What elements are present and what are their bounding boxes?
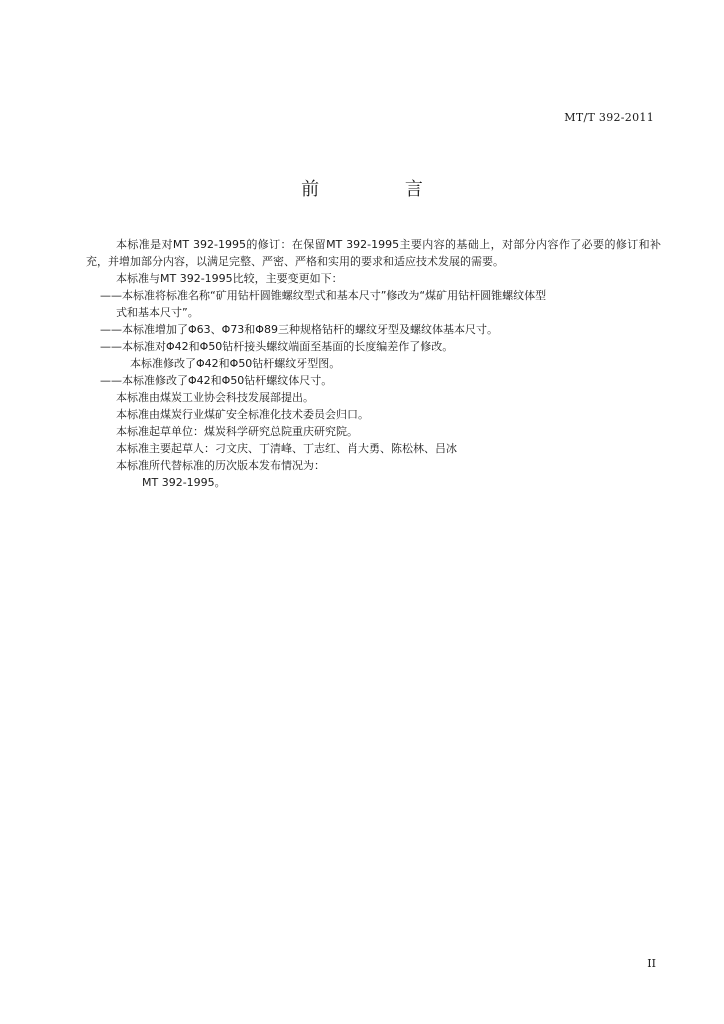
change-item-thread-dimensions: ——本标准修改了Φ42和Φ50钻杆螺纹体尺寸。	[100, 374, 333, 387]
paragraph-drafters: 本标准主要起草人：刁文庆、丁清峰、丁志红、肖大勇、陈松林、吕冰	[116, 442, 457, 455]
paragraph-history-version: MT 392-1995。	[142, 476, 226, 489]
paragraph-changes-lead: 本标准与MT 392-1995比较，主要变更如下：	[116, 272, 343, 285]
paragraph-intro: 本标准是对MT 392-1995的修订：在保留MT 392-1995主要内容的基础上，对部分内容作了必要的修订和补充，并增加部分内容，以满足完整、严密、严格和实用的要求和适应技术发展的需要。	[86, 238, 661, 268]
paragraph-drafting-unit: 本标准起草单位：煤炭科学研究总院重庆研究院。	[116, 425, 358, 438]
change-item-title: ——本标准将标准名称“矿用钻杆圆锥螺纹型式和基本尺寸”修改为“煤矿用钻杆圆锥螺纹体型	[100, 289, 547, 302]
paragraph-proposer: 本标准由煤炭工业协会科技发展部提出。	[116, 391, 314, 404]
paragraph-committee: 本标准由煤炭行业煤矿安全标准化技术委员会归口。	[116, 408, 369, 421]
change-item-length-tolerance: ——本标准对Φ42和Φ50钻杆接头螺纹端面至基面的长度编差作了修改。	[100, 340, 454, 353]
paragraph-history-lead: 本标准所代替标准的历次版本发布情况为：	[116, 459, 325, 472]
standard-code: MT/T 392-2011	[564, 111, 654, 124]
change-item-title-cont: 式和基本尺寸”。	[116, 306, 199, 319]
change-item-thread-profile: 本标准修改了Φ42和Φ50钻杆螺纹牙型图。	[130, 357, 341, 370]
page-title: 前 言	[301, 179, 463, 200]
change-item-added-sizes: ——本标准增加了Φ63、Φ73和Φ89三种规格钻杆的螺纹牙型及螺纹体基本尺寸。	[100, 323, 498, 336]
page-number: II	[647, 957, 656, 970]
foreword-body	[86, 236, 661, 491]
